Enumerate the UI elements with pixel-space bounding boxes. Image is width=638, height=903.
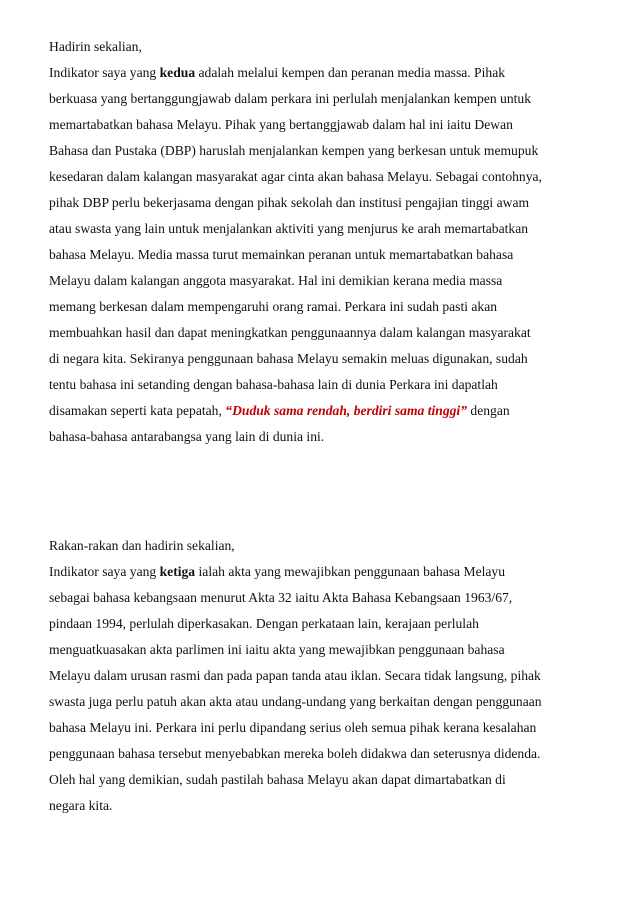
paragraph-line: negara kita.: [49, 798, 113, 813]
bold-keyword: ketiga: [159, 564, 196, 579]
greeting-line: Rakan-rakan dan hadirin sekalian,: [49, 538, 235, 553]
text-run: dengan: [467, 403, 510, 418]
bold-keyword: kedua: [159, 65, 196, 80]
greeting-line: Hadirin sekalian,: [49, 39, 142, 54]
paragraph-line: swasta juga perlu patuh akan akta atau undang-undang yang berkaitan dengan penggunaan: [49, 694, 542, 709]
paragraph-line: pihak DBP perlu bekerjasama dengan pihak sekolah dan institusi pengajian tinggi awam: [49, 195, 530, 210]
paragraph-indicator-kedua: [49, 34, 609, 450]
paragraph-line: membuahkan hasil dan dapat meningkatkan penggunaannya dalam kalangan masyarakat: [49, 325, 531, 340]
paragraph-line: [49, 398, 609, 424]
paragraph-line: penggunaan bahasa tersebut menyebabkan mereka boleh didakwa dan seterusnya didenda.: [49, 746, 541, 761]
paragraph-line: atau swasta yang lain untuk menjalankan aktiviti yang menjurus ke arah memartabatkan: [49, 221, 529, 236]
paragraph-indicator-ketiga: [49, 533, 609, 819]
paragraph-line: bahasa Melayu ini. Perkara ini perlu dipandang serius oleh semua pihak kerana kesalahan: [49, 720, 537, 735]
text-run: Indikator saya yang: [49, 564, 160, 579]
paragraph-line: Melayu dalam kalangan anggota masyarakat. Hal ini demikian kerana media massa: [49, 273, 503, 288]
paragraph-line: Oleh hal yang demikian, sudah pastilah bahasa Melayu akan dapat dimartabatkan di: [49, 772, 506, 787]
paragraph-line: [49, 559, 609, 585]
text-run: adalah melalui kempen dan peranan media massa. Pihak: [195, 65, 506, 80]
paragraph-line: memang berkesan dalam mempengaruhi orang ramai. Perkara ini sudah pasti akan: [49, 299, 498, 314]
paragraph-line: berkuasa yang bertanggungjawab dalam perkara ini perlulah menjalankan kempen untuk: [49, 91, 532, 106]
paragraph-line: bahasa-bahasa antarabangsa yang lain di dunia ini.: [49, 429, 325, 444]
paragraph-line: Melayu dalam urusan rasmi dan pada papan tanda atau iklan. Secara tidak langsung, pihak: [49, 668, 541, 683]
paragraph-line: menguatkuasakan akta parlimen ini iaitu akta yang mewajibkan penggunaan bahasa: [49, 642, 505, 657]
paragraph-line: sebagai bahasa kebangsaan menurut Akta 32 iaitu Akta Bahasa Kebangsaan 1963/67,: [49, 590, 513, 605]
paragraph-line: bahasa Melayu. Media massa turut memainkan peranan untuk memartabatkan bahasa: [49, 247, 514, 262]
text-run: disamakan seperti kata pepatah,: [49, 403, 226, 418]
paragraph-line: Bahasa dan Pustaka (DBP) haruslah menjalankan kempen yang berkesan untuk memupuk: [49, 143, 539, 158]
paragraph-line: tentu bahasa ini setanding dengan bahasa-bahasa lain di dunia Perkara ini dapatlah: [49, 377, 498, 392]
paragraph-line: di negara kita. Sekiranya penggunaan bahasa Melayu semakin meluas digunakan, sudah: [49, 351, 528, 366]
text-run: ialah akta yang mewajibkan penggunaan bahasa Melayu: [195, 564, 506, 579]
paragraph-line: pindaan 1994, perlulah diperkasakan. Dengan perkataan lain, kerajaan perlulah: [49, 616, 479, 631]
proverb-quote: “Duduk sama rendah, berdiri sama tinggi”: [225, 403, 467, 418]
text-run: Indikator saya yang: [49, 65, 160, 80]
paragraph-line: [49, 60, 609, 86]
paragraph-line: memartabatkan bahasa Melayu. Pihak yang bertanggjawab dalam hal ini iaitu Dewan: [49, 117, 513, 132]
paragraph-line: kesedaran dalam kalangan masyarakat agar cinta akan bahasa Melayu. Sebagai contohnya,: [49, 169, 542, 184]
